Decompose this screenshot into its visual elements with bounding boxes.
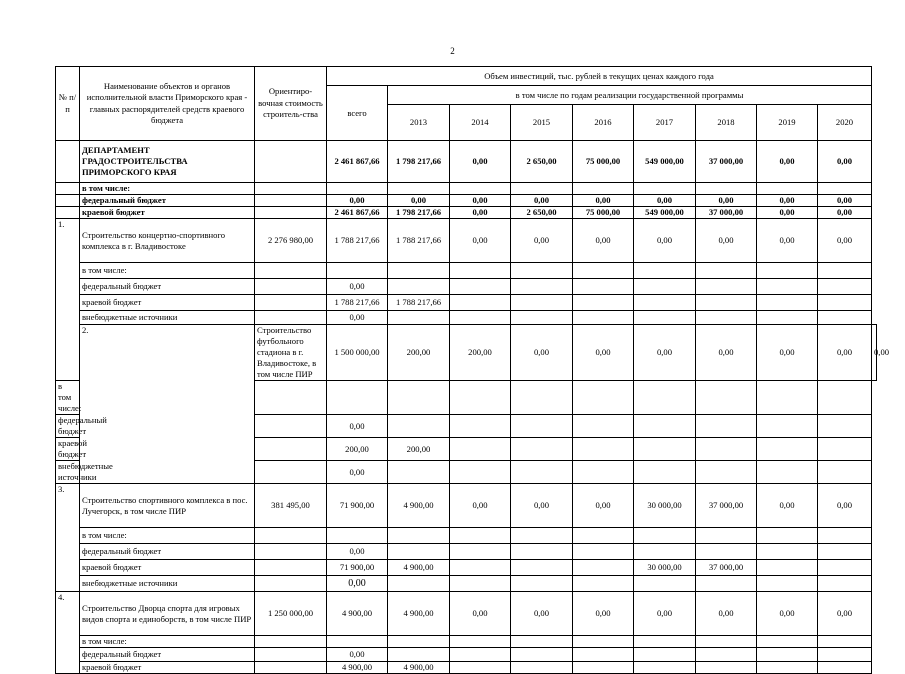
regional-label: краевой бюджет <box>80 662 255 674</box>
regional-year: 0,00 <box>450 207 511 219</box>
object-year: 0,00 <box>757 325 818 381</box>
regional-row <box>56 560 877 576</box>
incl-label: в том числе: <box>80 528 255 544</box>
regional-total: 200,00 <box>327 438 388 461</box>
header-num: № п/п <box>56 67 80 141</box>
department-year: 1 798 217,66 <box>388 141 450 183</box>
object-year: 0,00 <box>573 484 634 528</box>
extra-total: 0,00 <box>327 576 388 592</box>
object-name: Строительство футбольного стадиона в г. Владивостоке, в том числе ПИР <box>255 325 327 381</box>
object-year: 0,00 <box>696 592 757 636</box>
object-year: 0,00 <box>757 592 818 636</box>
federal-total: 0,00 <box>327 544 388 560</box>
regional-2013: 200,00 <box>388 438 450 461</box>
federal-label: федеральный бюджет <box>80 648 255 662</box>
header-year: 2016 <box>573 105 634 141</box>
department-regional-row <box>56 207 877 219</box>
object-year: 0,00 <box>818 592 872 636</box>
header-year: 2013 <box>388 105 450 141</box>
federal-total: 0,00 <box>327 648 388 662</box>
regional-total: 1 788 217,66 <box>327 295 388 311</box>
object-year: 4 900,00 <box>388 592 450 636</box>
federal-label: федеральный бюджет <box>80 544 255 560</box>
incl-label: в том числе: <box>80 263 255 279</box>
header-name: Наименование объектов и органов исполнительной власти Приморского края - главных распорядителей средств краевого бюджета <box>80 67 255 141</box>
header-cost: Ориентиро-вочная стоимость строитель-ства <box>255 67 327 141</box>
object-year: 0,00 <box>511 592 573 636</box>
federal-year: 0,00 <box>388 195 450 207</box>
federal-year: 0,00 <box>450 195 511 207</box>
object-year: 0,00 <box>634 592 696 636</box>
header-year: 2014 <box>450 105 511 141</box>
incl-row <box>56 263 877 279</box>
department-year: 2 650,00 <box>511 141 573 183</box>
object-total: 1 788 217,66 <box>327 219 388 263</box>
object-total: 200,00 <box>388 325 450 381</box>
header-total: всего <box>327 86 388 141</box>
regional-row <box>56 295 877 311</box>
department-incl-row <box>56 183 877 195</box>
object-year: 0,00 <box>634 219 696 263</box>
object-number: 4. <box>56 592 80 674</box>
object-cost: 1 250 000,00 <box>255 592 327 636</box>
regional-2013: 4 900,00 <box>388 662 450 674</box>
object-name: Строительство спортивного комплекса в пос. Лучегорск, в том числе ПИР <box>80 484 255 528</box>
regional-year: 2 650,00 <box>511 207 573 219</box>
regional-2018: 37 000,00 <box>696 560 757 576</box>
object-year: 0,00 <box>757 219 818 263</box>
header-volume: Объем инвестиций, тыс. рублей в текущих ценах каждого года <box>327 67 872 86</box>
regional-year: 0,00 <box>757 207 818 219</box>
object-year: 0,00 <box>450 592 511 636</box>
header-year: 2015 <box>511 105 573 141</box>
object-year: 0,00 <box>511 325 573 381</box>
object-year: 0,00 <box>634 325 696 381</box>
object-total: 4 900,00 <box>327 592 388 636</box>
object-number: 2. <box>80 325 255 484</box>
regional-label: краевой бюджет <box>80 295 255 311</box>
department-federal-row <box>56 195 877 207</box>
department-name: ДЕПАРТАМЕНТ ГРАДОСТРОИТЕЛЬСТВА ПРИМОРСКОГО КРАЯ <box>80 141 255 183</box>
regional-label: краевой бюджет <box>80 560 255 576</box>
object-year: 0,00 <box>818 325 872 381</box>
regional-row <box>56 662 877 674</box>
object-number: 1. <box>56 219 80 381</box>
header-row-1 <box>56 67 877 86</box>
object-year: 4 900,00 <box>388 484 450 528</box>
regional-year: 549 000,00 <box>634 207 696 219</box>
object-year: 0,00 <box>573 325 634 381</box>
object-name: Строительство Дворца спорта для игровых видов спорта и единоборств, в том числе ПИР <box>80 592 255 636</box>
incl-label: в том числе: <box>80 636 255 648</box>
object-year: 0,00 <box>450 219 511 263</box>
regional-total: 71 900,00 <box>327 560 388 576</box>
object-name: Строительство концертно-спортивного комплекса в г. Владивостоке <box>80 219 255 263</box>
regional-year: 37 000,00 <box>696 207 757 219</box>
regional-label: краевой бюджет <box>80 207 255 219</box>
regional-year: 1 798 217,66 <box>388 207 450 219</box>
federal-year: 0,00 <box>757 195 818 207</box>
federal-row <box>56 279 877 295</box>
department-row <box>56 141 877 183</box>
department-year: 0,00 <box>818 141 872 183</box>
object-year: 0,00 <box>818 484 872 528</box>
extra-row <box>56 576 877 592</box>
department-year: 37 000,00 <box>696 141 757 183</box>
investment-table <box>55 66 890 674</box>
regional-label: краевой бюджет <box>56 438 80 461</box>
incl-label: в том числе: <box>56 381 80 415</box>
extra-total: 0,00 <box>327 311 388 325</box>
regional-year: 0,00 <box>818 207 872 219</box>
incl-row <box>56 636 877 648</box>
federal-year: 0,00 <box>818 195 872 207</box>
federal-year: 0,00 <box>634 195 696 207</box>
object-cost: 381 495,00 <box>255 484 327 528</box>
object-year: 0,00 <box>696 219 757 263</box>
federal-row <box>56 648 877 662</box>
object-year: 0,00 <box>872 325 877 381</box>
extra-row <box>56 311 877 325</box>
federal-year: 0,00 <box>511 195 573 207</box>
object-year: 0,00 <box>818 219 872 263</box>
header-year: 2017 <box>634 105 696 141</box>
department-year: 75 000,00 <box>573 141 634 183</box>
extra-label: внебюджетные источники <box>56 461 80 484</box>
extra-label: внебюджетные источники <box>80 576 255 592</box>
extra-label: внебюджетные источники <box>80 311 255 325</box>
object-number: 3. <box>56 484 80 592</box>
federal-year: 0,00 <box>573 195 634 207</box>
object-cost: 1 500 000,00 <box>327 325 388 381</box>
department-total: 2 461 867,66 <box>327 141 388 183</box>
header-years-group: в том числе по годам реализации государственной программы <box>388 86 872 105</box>
object-cost: 2 276 980,00 <box>255 219 327 263</box>
object-year: 0,00 <box>696 325 757 381</box>
regional-2013: 1 788 217,66 <box>388 295 450 311</box>
object-year: 30 000,00 <box>634 484 696 528</box>
regional-2013: 4 900,00 <box>388 560 450 576</box>
object-year: 200,00 <box>450 325 511 381</box>
federal-label: федеральный бюджет <box>80 195 255 207</box>
department-year: 0,00 <box>757 141 818 183</box>
object-row <box>56 219 877 263</box>
header-year: 2019 <box>757 105 818 141</box>
object-total: 71 900,00 <box>327 484 388 528</box>
federal-label: федеральный бюджет <box>56 415 80 438</box>
object-year: 0,00 <box>573 219 634 263</box>
regional-2017: 30 000,00 <box>634 560 696 576</box>
federal-row <box>56 544 877 560</box>
federal-year: 0,00 <box>696 195 757 207</box>
regional-year: 75 000,00 <box>573 207 634 219</box>
header-year: 2020 <box>818 105 872 141</box>
regional-total: 4 900,00 <box>327 662 388 674</box>
object-year: 1 788 217,66 <box>388 219 450 263</box>
federal-total: 0,00 <box>327 195 388 207</box>
header-year: 2018 <box>696 105 757 141</box>
page-number: 2 <box>450 46 455 56</box>
federal-label: федеральный бюджет <box>80 279 255 295</box>
federal-total: 0,00 <box>327 415 388 438</box>
object-row <box>56 484 877 528</box>
department-year: 0,00 <box>450 141 511 183</box>
federal-total: 0,00 <box>327 279 388 295</box>
object-row <box>56 592 877 636</box>
object-year: 0,00 <box>573 592 634 636</box>
regional-total: 2 461 867,66 <box>327 207 388 219</box>
object-year: 37 000,00 <box>696 484 757 528</box>
object-year: 0,00 <box>450 484 511 528</box>
extra-total: 0,00 <box>327 461 388 484</box>
incl-row <box>56 528 877 544</box>
object-row <box>56 325 877 381</box>
object-year: 0,00 <box>757 484 818 528</box>
object-year: 0,00 <box>511 219 573 263</box>
object-year: 0,00 <box>511 484 573 528</box>
department-year: 549 000,00 <box>634 141 696 183</box>
incl-label: в том числе: <box>80 183 255 195</box>
